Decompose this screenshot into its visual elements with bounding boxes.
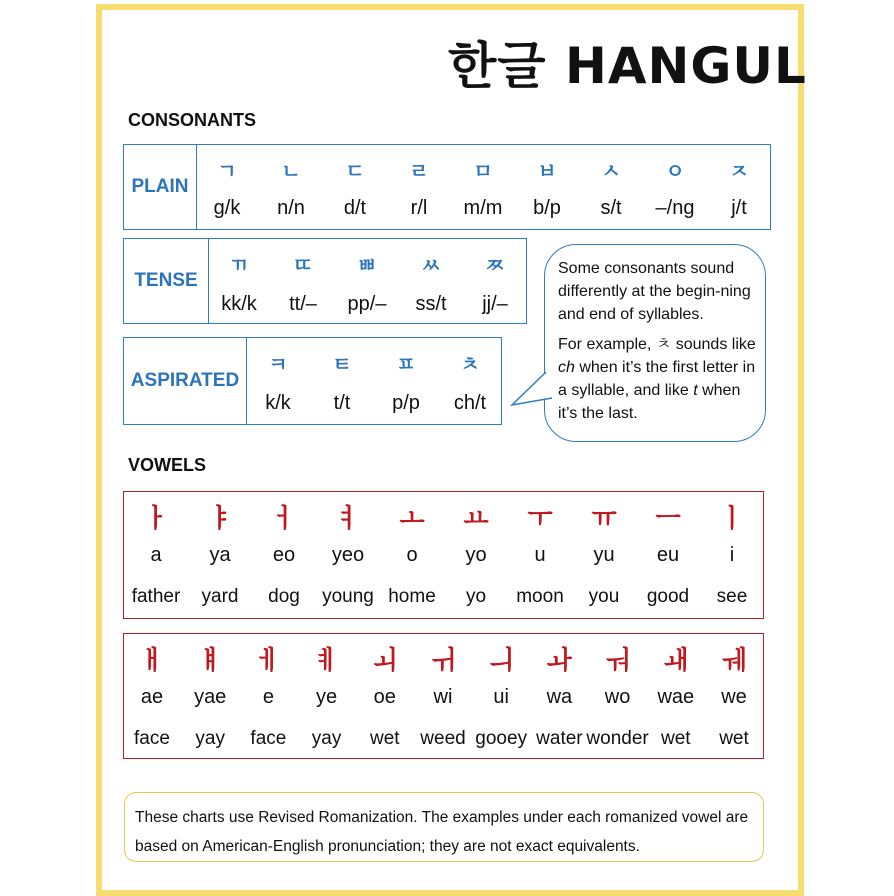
consonant-romanization: n/n — [277, 197, 305, 219]
vowel-glyph: ㅑ — [207, 504, 233, 534]
vowel-romanization: yeo — [331, 544, 365, 566]
vowel-glyph: ㅜ — [527, 504, 553, 534]
consonant-glyph: ㄹ — [409, 159, 429, 183]
consonant-romanization: kk/k — [221, 293, 257, 315]
consonant-romanization: –/ng — [655, 197, 695, 219]
tense-label: TENSE — [124, 239, 209, 323]
vowel-example-word: wet — [719, 728, 749, 749]
consonant-romanization: s/t — [600, 197, 622, 219]
callout-text — [558, 257, 758, 425]
vowel-romanization: wae — [657, 686, 695, 708]
vowel-glyph: ㅟ — [430, 646, 456, 676]
vowel-romanization: ae — [140, 686, 164, 708]
aspirated-label: ASPIRATED — [124, 338, 247, 424]
callout-glyph: ㅊ — [655, 334, 672, 353]
consonant-glyph: ㅂ — [537, 159, 557, 183]
consonant-glyph: ㅇ — [665, 159, 685, 183]
consonant-romanization: b/p — [533, 197, 561, 219]
vowel-glyph: ㅏ — [143, 504, 169, 534]
vowel-romanization: a — [150, 544, 162, 566]
vowel-romanization: ye — [316, 686, 338, 708]
consonant-romanization: r/l — [410, 197, 428, 219]
consonant-glyph: ㅈ — [729, 159, 749, 183]
vowel-glyph: ㅐ — [139, 646, 165, 676]
consonant-glyph: ㄲ — [229, 253, 249, 277]
consonant-romanization: d/t — [343, 197, 367, 219]
vowel-romanization: ya — [209, 544, 231, 566]
vowel-example-word: dog — [268, 586, 300, 607]
vowel-glyph: ㅗ — [399, 504, 425, 534]
page-frame — [96, 4, 807, 896]
vowel-example-word: wet — [661, 728, 691, 749]
consonant-glyph: ㅍ — [396, 352, 416, 376]
consonant-romanization: tt/– — [289, 293, 317, 315]
consonant-glyph: ㄴ — [281, 159, 301, 183]
consonant-glyph: ㅁ — [473, 159, 493, 183]
consonant-glyph: ㅊ — [460, 352, 480, 376]
consonant-glyph: ㄸ — [293, 253, 313, 277]
callout-line-1: Some consonants sound differently at the begin-ning and end of syllables. — [558, 260, 751, 323]
consonant-romanization: t/t — [333, 392, 351, 414]
vowel-example-word: yay — [311, 728, 342, 749]
plain-label: PLAIN — [124, 145, 197, 229]
vowel-example-word: moon — [516, 586, 564, 607]
consonant-glyph: ㅉ — [485, 253, 505, 277]
vowel-romanization: yo — [465, 544, 487, 566]
vowel-glyph: ㅒ — [197, 646, 223, 676]
vowel-romanization: wo — [604, 686, 631, 708]
vowels-table-2 — [123, 633, 764, 759]
vowel-romanization: u — [534, 544, 546, 566]
vowel-example-word: weed — [420, 728, 466, 749]
vowel-romanization: yu — [593, 544, 615, 566]
consonant-romanization: g/k — [213, 197, 241, 219]
vowel-glyph: ㅝ — [605, 646, 631, 676]
vowel-example-word: face — [250, 728, 287, 749]
vowel-example-word: see — [716, 586, 748, 607]
vowel-example-word: you — [588, 586, 620, 607]
consonant-glyph: ㄷ — [345, 159, 365, 183]
consonant-glyph: ㄱ — [217, 159, 237, 183]
consonant-glyph: ㅅ — [601, 159, 621, 183]
vowel-glyph: ㅓ — [271, 504, 297, 534]
vowel-glyph: ㅡ — [655, 504, 681, 534]
vowel-example-word: wet — [370, 728, 400, 749]
plain-consonants-table — [123, 144, 771, 230]
romanization-note: These charts use Revised Romanization. The examples under each romanized vowel are based on American-English pronunciation; they are not exact equivalents. — [124, 792, 764, 862]
consonant-romanization: k/k — [265, 392, 291, 414]
consonant-glyph: ㅌ — [332, 352, 352, 376]
vowel-romanization: yae — [194, 686, 227, 708]
vowel-example-word: father — [131, 586, 181, 607]
tense-consonants-table — [123, 238, 527, 324]
vowel-example-word: gooey — [475, 728, 528, 749]
consonant-glyph: ㅋ — [268, 352, 288, 376]
consonant-glyph: ㅃ — [357, 253, 377, 277]
consonant-romanization: j/t — [731, 197, 747, 219]
consonant-glyph: ㅆ — [421, 253, 441, 277]
vowel-example-word: yay — [195, 728, 225, 749]
consonants-heading: CONSONANTS — [128, 110, 257, 130]
vowel-glyph: ㅢ — [488, 646, 514, 676]
vowel-romanization: wa — [546, 686, 573, 708]
vowel-romanization: we — [721, 686, 747, 708]
vowel-glyph: ㅙ — [663, 646, 689, 676]
consonant-romanization: jj/– — [482, 293, 508, 315]
vowel-glyph: ㅘ — [546, 646, 572, 676]
vowel-glyph: ㅔ — [255, 646, 281, 676]
vowel-example-word: wonder — [586, 728, 649, 749]
callout-line-2: For example, ㅊ sounds like ch when it’s the first letter in a syllable, and like t when it’s the last. — [558, 334, 756, 422]
consonant-romanization: ss/t — [415, 293, 447, 315]
vowel-glyph: ㅚ — [372, 646, 398, 676]
vowel-example-word: yo — [465, 586, 487, 607]
vowel-example-word: good — [646, 586, 690, 607]
vowel-example-word: face — [134, 728, 170, 749]
vowel-romanization: o — [406, 544, 418, 566]
aspirated-consonants-table — [123, 337, 502, 425]
vowel-example-word: home — [388, 586, 436, 607]
vowel-glyph: ㅕ — [335, 504, 361, 534]
vowel-glyph: ㅞ — [721, 646, 747, 676]
vowel-glyph: ㅠ — [591, 504, 617, 534]
vowel-glyph: ㅖ — [314, 646, 340, 676]
page-title: 한글 HANGUL — [448, 37, 807, 95]
vowel-example-word: water — [536, 728, 583, 749]
consonant-romanization: pp/– — [347, 293, 387, 315]
vowel-romanization: eu — [656, 544, 680, 566]
vowel-romanization: ui — [493, 686, 509, 708]
consonant-romanization: m/m — [463, 197, 503, 219]
consonant-romanization: ch/t — [453, 392, 487, 414]
vowels-table-1 — [123, 491, 764, 619]
vowel-romanization: oe — [373, 686, 396, 708]
vowels-heading: VOWELS — [128, 455, 207, 475]
vowel-glyph: ㅣ — [719, 504, 745, 534]
vowel-example-word: young — [322, 586, 374, 607]
vowel-romanization: wi — [433, 686, 453, 708]
consonant-romanization: p/p — [392, 392, 420, 414]
vowel-example-word: yard — [201, 586, 239, 607]
vowel-romanization: i — [729, 544, 735, 566]
vowel-romanization: eo — [272, 544, 296, 566]
vowel-romanization: e — [262, 686, 274, 708]
vowel-glyph: ㅛ — [463, 504, 489, 534]
